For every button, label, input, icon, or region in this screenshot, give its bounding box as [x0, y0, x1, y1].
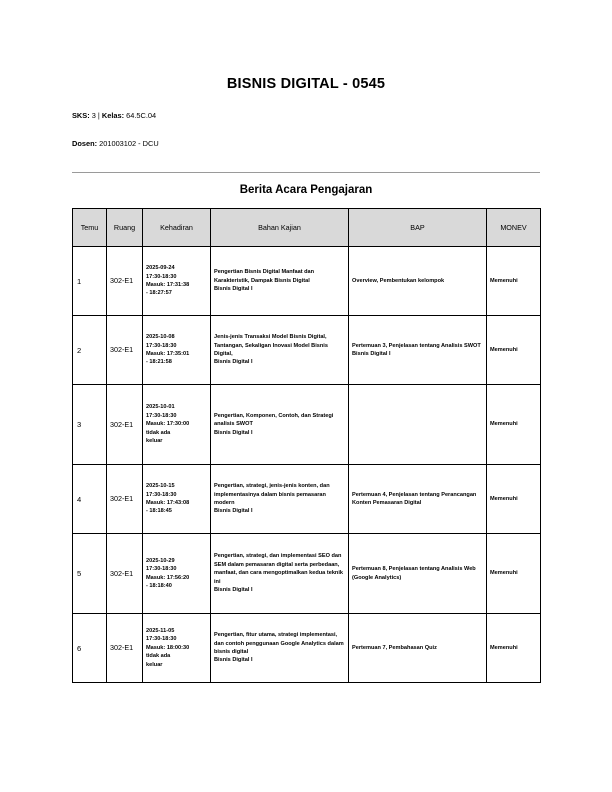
kehadiran-cell-line: Masuk: 17:35:01: [146, 351, 190, 357]
kehadiran-cell-line: - 18:27:57: [146, 290, 172, 297]
monev-cell: Memenuhi: [487, 385, 541, 465]
bahan-kajian-cell: [211, 247, 349, 316]
kehadiran-cell-line: tidak ada: [146, 653, 171, 660]
kehadiran-cell-line: 2025-09-24: [146, 265, 175, 272]
header-monev: MONEV: [487, 209, 541, 247]
bap-cell: Pertemuan 3, Penjelasan tentang Analisis SWOT Bisnis Digital I: [349, 316, 487, 385]
monev-cell: Memenuhi: [487, 247, 541, 316]
kehadiran-cell: [143, 465, 211, 534]
temu-cell: 2: [73, 316, 107, 385]
monev-cell: Memenuhi: [487, 614, 541, 683]
bahan-kajian-cell-line: Jenis-jenis Transaksi Model Bisnis Digital, Tantangan, Sekaligan Inovasi Model Bisnis Digital,: [214, 334, 328, 357]
bap-cell: Pertemuan 7, Pembahasan Quiz: [349, 614, 487, 683]
kehadiran-cell-line: Masuk: 17:31:38: [146, 282, 190, 288]
bahan-kajian-cell-line: Bisnis Digital I: [214, 657, 253, 664]
ruang-cell: 302-E1: [107, 316, 143, 385]
bahan-kajian-cell: [211, 465, 349, 534]
bap-cell: [349, 385, 487, 465]
divider: [72, 172, 540, 173]
kelas-label: Kelas:: [101, 111, 125, 120]
kehadiran-cell-line: 2025-10-29: [146, 557, 175, 564]
kehadiran-cell-line: keluar: [146, 438, 163, 445]
bahan-kajian-cell: [211, 316, 349, 385]
ruang-cell: 302-E1: [107, 247, 143, 316]
ruang-cell: 302-E1: [107, 614, 143, 683]
kehadiran-cell-line: - 18:21:58: [146, 359, 172, 366]
section-title: Berita Acara Pengajaran: [239, 184, 373, 196]
table-header-row: [73, 209, 541, 247]
kehadiran-cell-line: Masuk: 18:00:30: [146, 644, 190, 651]
ruang-cell: 302-E1: [107, 465, 143, 534]
monev-cell: Memenuhi: [487, 534, 541, 614]
header-temu: Temu: [73, 209, 107, 247]
temu-cell: 5: [73, 534, 107, 614]
ruang-cell: 302-E1: [107, 385, 143, 465]
kehadiran-cell-line: 17:30-18:30: [146, 566, 177, 573]
bahan-kajian-cell-line: Bisnis Digital I: [214, 286, 253, 293]
kehadiran-cell-line: Masuk: 17:30:00: [146, 421, 190, 428]
kehadiran-cell-line: - 18:18:40: [146, 582, 172, 589]
kehadiran-cell-line: 2025-10-01: [146, 404, 175, 411]
header-ruang: Ruang: [107, 209, 143, 247]
separator: |: [97, 111, 100, 120]
bahan-kajian-cell-line: Bisnis Digital I: [214, 429, 253, 436]
table-row: [73, 465, 541, 534]
kehadiran-cell-line: 17:30-18:30: [146, 491, 177, 498]
bahan-kajian-cell-line: Pengertian, fitur utama, strategi implementasi, dan contoh penggunaan Google Analytics dalam bisnis digital: [214, 632, 344, 655]
kehadiran-cell-line: keluar: [146, 661, 163, 668]
sks-label: SKS:: [72, 111, 90, 120]
kehadiran-cell: [143, 247, 211, 316]
monev-cell: Memenuhi: [487, 465, 541, 534]
table-body: [73, 247, 541, 683]
header-bahan-kajian: Bahan Kajian: [211, 209, 349, 247]
table-row: [73, 316, 541, 385]
sks-value: 3: [91, 111, 96, 120]
kehadiran-cell-line: Masuk: 17:43:08: [146, 500, 190, 506]
bahan-kajian-cell-line: Pengertian Bisnis Digital Manfaat dan Karakteristik, Dampak Bisnis Digital: [214, 269, 315, 284]
table-row: [73, 534, 541, 614]
bahan-kajian-cell-line: Bisnis Digital I: [214, 359, 253, 366]
bahan-kajian-cell-line: Pengertian, strategi, dan implementasi SEO dan SEM dalam pemasaran digital serta perbedaan, manfaat, dan cara mengoptimalkan kedua teknik ini: [214, 553, 344, 585]
bahan-kajian-cell-line: Pengertian, Komponen, Contoh, dan Strategi analisis SWOT: [214, 412, 334, 428]
temu-cell: 4: [73, 465, 107, 534]
kehadiran-cell-line: Masuk: 17:56:20: [146, 574, 190, 581]
bahan-kajian-cell: [211, 614, 349, 683]
kehadiran-cell: [143, 614, 211, 683]
bap-cell: Pertemuan 4, Penjelasan tentang Perancangan Konten Pemasaran Digital: [349, 465, 487, 534]
kehadiran-cell: [143, 316, 211, 385]
bahan-kajian-cell-line: Pengertian, strategi, jenis-jenis konten, dan implementasinya dalam bisnis pemasaran modern: [214, 483, 330, 506]
bahan-kajian-cell-line: Bisnis Digital I: [214, 508, 253, 515]
kehadiran-cell-line: 2025-11-05: [146, 627, 175, 634]
lecturer-info-line: [72, 139, 159, 148]
kehadiran-cell-line: 17:30-18:30: [146, 342, 177, 349]
kehadiran-cell-line: 17:30-18:30: [146, 412, 177, 419]
bahan-kajian-cell: [211, 385, 349, 465]
dosen-value: 201003102 - DCU: [99, 139, 159, 148]
teaching-record-table: [72, 208, 541, 683]
kehadiran-cell-line: 2025-10-08: [146, 334, 175, 341]
temu-cell: 3: [73, 385, 107, 465]
bap-cell: Pertemuan 8, Penjelasan tentang Analisis Web (Google Analytics): [349, 534, 487, 614]
temu-cell: 1: [73, 247, 107, 316]
kehadiran-cell: [143, 385, 211, 465]
bahan-kajian-cell-line: Bisnis Digital I: [214, 587, 253, 594]
header-kehadiran: Kehadiran: [143, 209, 211, 247]
kelas-value: 64.5C.04: [126, 111, 157, 120]
dosen-label: Dosen:: [72, 139, 98, 148]
monev-cell: Memenuhi: [487, 316, 541, 385]
table-row: [73, 614, 541, 683]
temu-cell: 6: [73, 614, 107, 683]
kehadiran-cell-line: 17:30-18:30: [146, 273, 177, 280]
ruang-cell: 302-E1: [107, 534, 143, 614]
kehadiran-cell: [143, 534, 211, 614]
course-title: BISNIS DIGITAL - 0545: [226, 76, 386, 92]
course-info-line: [72, 111, 156, 120]
kehadiran-cell-line: tidak ada: [146, 429, 171, 436]
kehadiran-cell-line: 17:30-18:30: [146, 636, 177, 643]
kehadiran-cell-line: 2025-10-15: [146, 483, 175, 490]
kehadiran-cell-line: - 18:18:45: [146, 508, 172, 515]
bahan-kajian-cell: [211, 534, 349, 614]
table-row: [73, 247, 541, 316]
bap-cell: Overview, Pembentukan kelompok: [349, 247, 487, 316]
table-row: [73, 385, 541, 465]
header-bap: BAP: [349, 209, 487, 247]
